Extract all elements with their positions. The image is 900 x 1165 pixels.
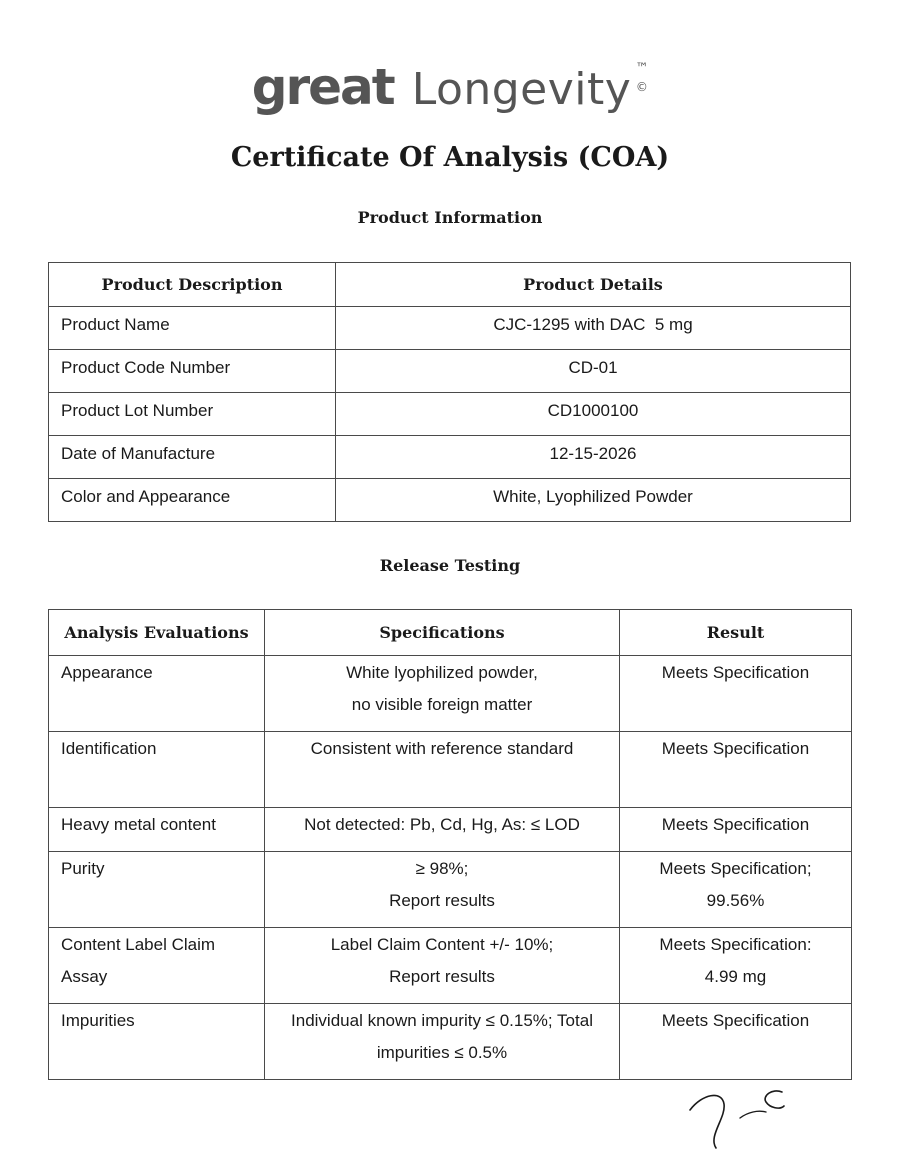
row-value: CD-01 [336, 350, 851, 393]
trademark-symbol: ™ [635, 61, 649, 76]
specification-text: Individual known impurity ≤ 0.15%; Total [291, 1011, 593, 1030]
evaluation-text: Content Label Claim [61, 935, 216, 954]
row-label: Product Name [49, 307, 336, 350]
table-row-appearance [49, 656, 852, 732]
evaluation-cell [49, 1004, 265, 1080]
table-row-manufacture-date [49, 436, 851, 479]
table-row-purity [49, 852, 852, 928]
table-row-impurities [49, 1004, 852, 1080]
specification-text: ≥ 98%; [415, 859, 469, 878]
release-testing-heading: Release Testing [379, 556, 521, 575]
column-header-product-details: Product Details [336, 263, 851, 307]
specification-text: impurities ≤ 0.5% [376, 1043, 508, 1062]
result-text: Meets Specification; [659, 859, 812, 878]
table-header-row [49, 263, 851, 307]
result-cell [620, 732, 852, 808]
evaluation-text: Impurities [61, 1011, 135, 1030]
logo-marks [635, 62, 648, 93]
result-cell [620, 928, 852, 1004]
table-row-product-name [49, 307, 851, 350]
evaluation-cell [49, 656, 265, 732]
specification-text: White lyophilized powder, [346, 663, 538, 682]
specification-cell [265, 1004, 620, 1080]
company-logo [0, 58, 900, 116]
evaluation-cell [49, 928, 265, 1004]
table-row-product-code [49, 350, 851, 393]
table-row-lot-number [49, 393, 851, 436]
specification-text: no visible foreign matter [351, 695, 533, 714]
evaluation-text: Appearance [61, 663, 153, 682]
row-label: Product Code Number [49, 350, 336, 393]
evaluation-cell [49, 808, 265, 852]
result-text: Meets Specification [661, 1011, 810, 1030]
release-testing-table [48, 609, 852, 1080]
column-header-analysis-evaluations: Analysis Evaluations [49, 610, 265, 656]
result-cell [620, 1004, 852, 1080]
specification-cell [265, 852, 620, 928]
table-header-row [49, 610, 852, 656]
product-information-heading: Product Information [357, 208, 543, 227]
column-header-specifications: Specifications [265, 610, 620, 656]
row-value: CJC-1295 with DAC 5 mg [336, 307, 851, 350]
result-text: Meets Specification [661, 739, 810, 758]
specification-text: Not detected: Pb, Cd, Hg, As: ≤ LOD [304, 815, 580, 834]
table-row-color-appearance [49, 479, 851, 522]
result-cell [620, 852, 852, 928]
row-value: White, Lyophilized Powder [336, 479, 851, 522]
row-value: 12-15-2026 [336, 436, 851, 479]
logo-word-great: great [251, 58, 394, 116]
result-text: Meets Specification [661, 663, 810, 682]
copyright-symbol: © [635, 80, 648, 94]
specification-text: Report results [389, 967, 495, 986]
logo-word-longevity: Longevity [411, 64, 632, 115]
evaluation-text: Heavy metal content [61, 815, 216, 834]
evaluation-text: Assay [61, 967, 108, 986]
document-title: Certificate Of Analysis (COA) [230, 142, 670, 173]
result-text: 4.99 mg [704, 967, 767, 986]
column-header-result: Result [620, 610, 852, 656]
specification-text: Consistent with reference standard [310, 739, 574, 758]
evaluation-cell [49, 852, 265, 928]
handwritten-signature [688, 1086, 788, 1152]
result-text: 99.56% [706, 891, 765, 910]
row-label: Date of Manufacture [49, 436, 336, 479]
row-label: Color and Appearance [49, 479, 336, 522]
column-header-product-description: Product Description [49, 263, 336, 307]
result-text: Meets Specification: [659, 935, 812, 954]
table-row-identification [49, 732, 852, 808]
evaluation-cell [49, 732, 265, 808]
specification-text: Report results [389, 891, 495, 910]
product-information-table [48, 262, 851, 522]
evaluation-text: Purity [61, 859, 105, 878]
evaluation-text: Identification [61, 739, 157, 758]
specification-text: Label Claim Content +/- 10%; [330, 935, 554, 954]
table-row-content-assay [49, 928, 852, 1004]
row-label: Product Lot Number [49, 393, 336, 436]
specification-cell [265, 656, 620, 732]
result-text: Meets Specification [661, 815, 810, 834]
row-value: CD1000100 [336, 393, 851, 436]
specification-cell [265, 808, 620, 852]
table-row-heavy-metal [49, 808, 852, 852]
result-cell [620, 656, 852, 732]
specification-cell [265, 928, 620, 1004]
result-cell [620, 808, 852, 852]
specification-cell [265, 732, 620, 808]
